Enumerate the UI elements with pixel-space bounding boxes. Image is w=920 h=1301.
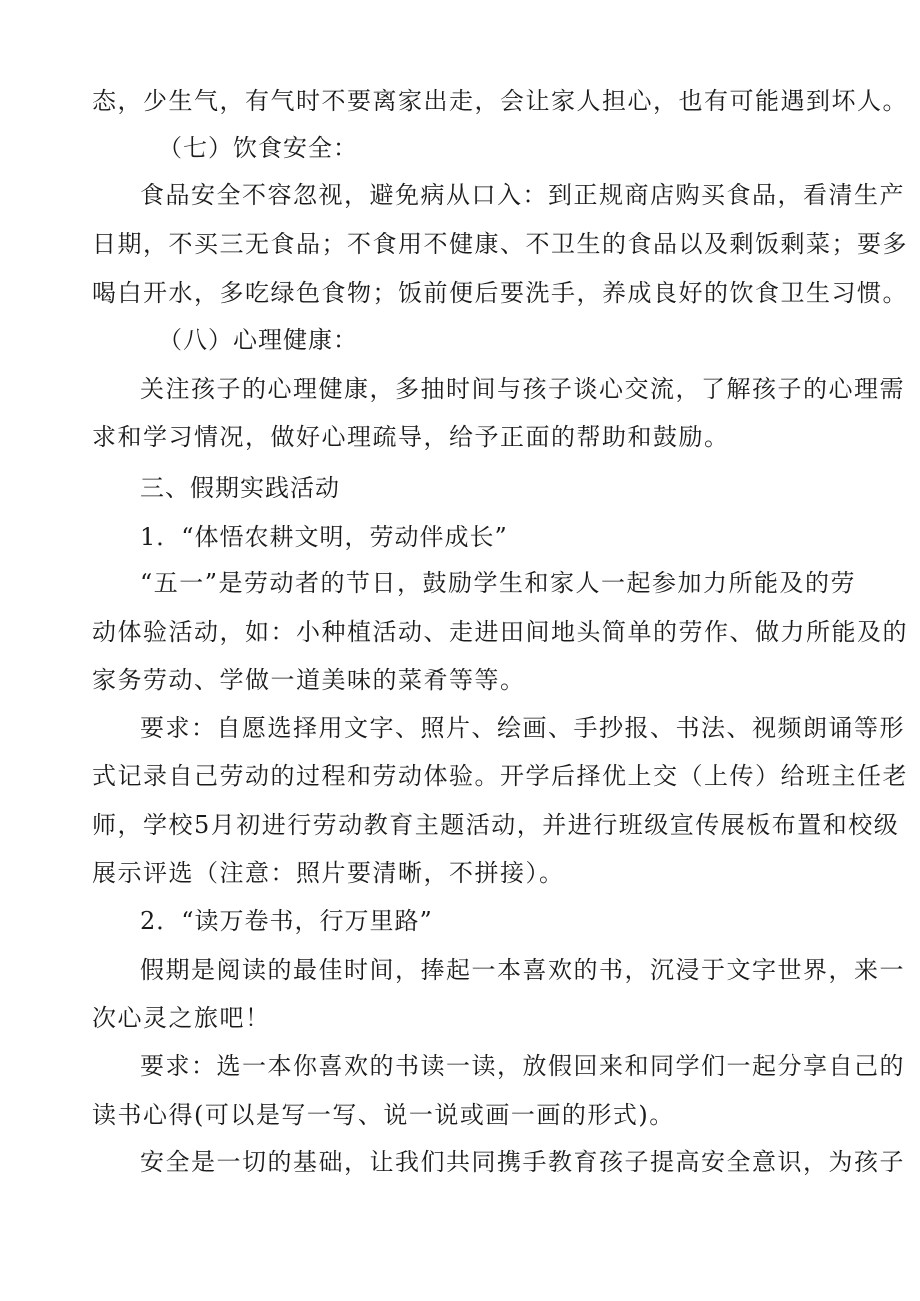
paragraph-line: 式记录自己劳动的过程和劳动体验。开学后择优上交（上传）给班主任老 xyxy=(92,762,908,790)
section-heading-mental-health: （八）心理健康： xyxy=(158,326,358,354)
paragraph-line: 假期是阅读的最佳时间，捧起一本喜欢的书，沉浸于文字世界，来一 xyxy=(140,956,905,984)
paragraph-line: 喝白开水，多吃绿色食物；饭前便后要洗手，养成良好的饮食卫生习惯。 xyxy=(92,279,908,307)
paragraph-line: 家务劳动、学做一道美味的菜肴等等。 xyxy=(92,666,526,694)
paragraph-line: 要求：选一本你喜欢的书读一读，放假回来和同学们一起分享自己的 xyxy=(140,1052,905,1080)
paragraph-line: 要求：自愿选择用文字、照片、绘画、手抄报、书法、视频朗诵等形 xyxy=(140,714,905,742)
section-heading-diet-safety: （七）饮食安全： xyxy=(158,134,358,162)
paragraph-line: 动体验活动，如：小种植活动、走进田间地头简单的劳作、做力所能及的 xyxy=(92,618,908,646)
section-heading-holiday-activities: 三、假期实践活动 xyxy=(140,474,340,502)
activity-title-1: 1．“体悟农耕文明，劳动伴成长” xyxy=(140,523,508,551)
paragraph-line: 日期，不买三无食品；不食用不健康、不卫生的食品以及剩饭剩菜；要多 xyxy=(92,230,908,258)
paragraph-line: 食品安全不容忽视，避免病从口入：到正规商店购买食品，看清生产 xyxy=(140,181,905,209)
activity-title-2: 2．“读万卷书，行万里路” xyxy=(140,907,433,935)
paragraph-line: “五一”是劳动者的节日，鼓励学生和家人一起参加力所能及的劳 xyxy=(140,569,857,597)
paragraph-line: 态，少生气，有气时不要离家出走，会让家人担心，也有可能遇到坏人。 xyxy=(92,87,908,115)
paragraph-line: 读书心得(可以是写一写、说一说或画一画的形式)。 xyxy=(92,1101,675,1129)
paragraph-line: 展示评选（注意：照片要清晰，不拼接）。 xyxy=(92,859,565,887)
paragraph-line: 关注孩子的心理健康，多抽时间与孩子谈心交流，了解孩子的心理需 xyxy=(140,375,905,403)
paragraph-line: 安全是一切的基础，让我们共同携手教育孩子提高安全意识，为孩子 xyxy=(140,1148,905,1176)
paragraph-line: 次心灵之旅吧！ xyxy=(92,1004,271,1032)
paragraph-line: 求和学习情况，做好心理疏导，给予正面的帮助和鼓励。 xyxy=(92,423,730,451)
paragraph-line: 师，学校5月初进行劳动教育主题活动，并进行班级宣传展板布置和校级 xyxy=(92,811,900,839)
